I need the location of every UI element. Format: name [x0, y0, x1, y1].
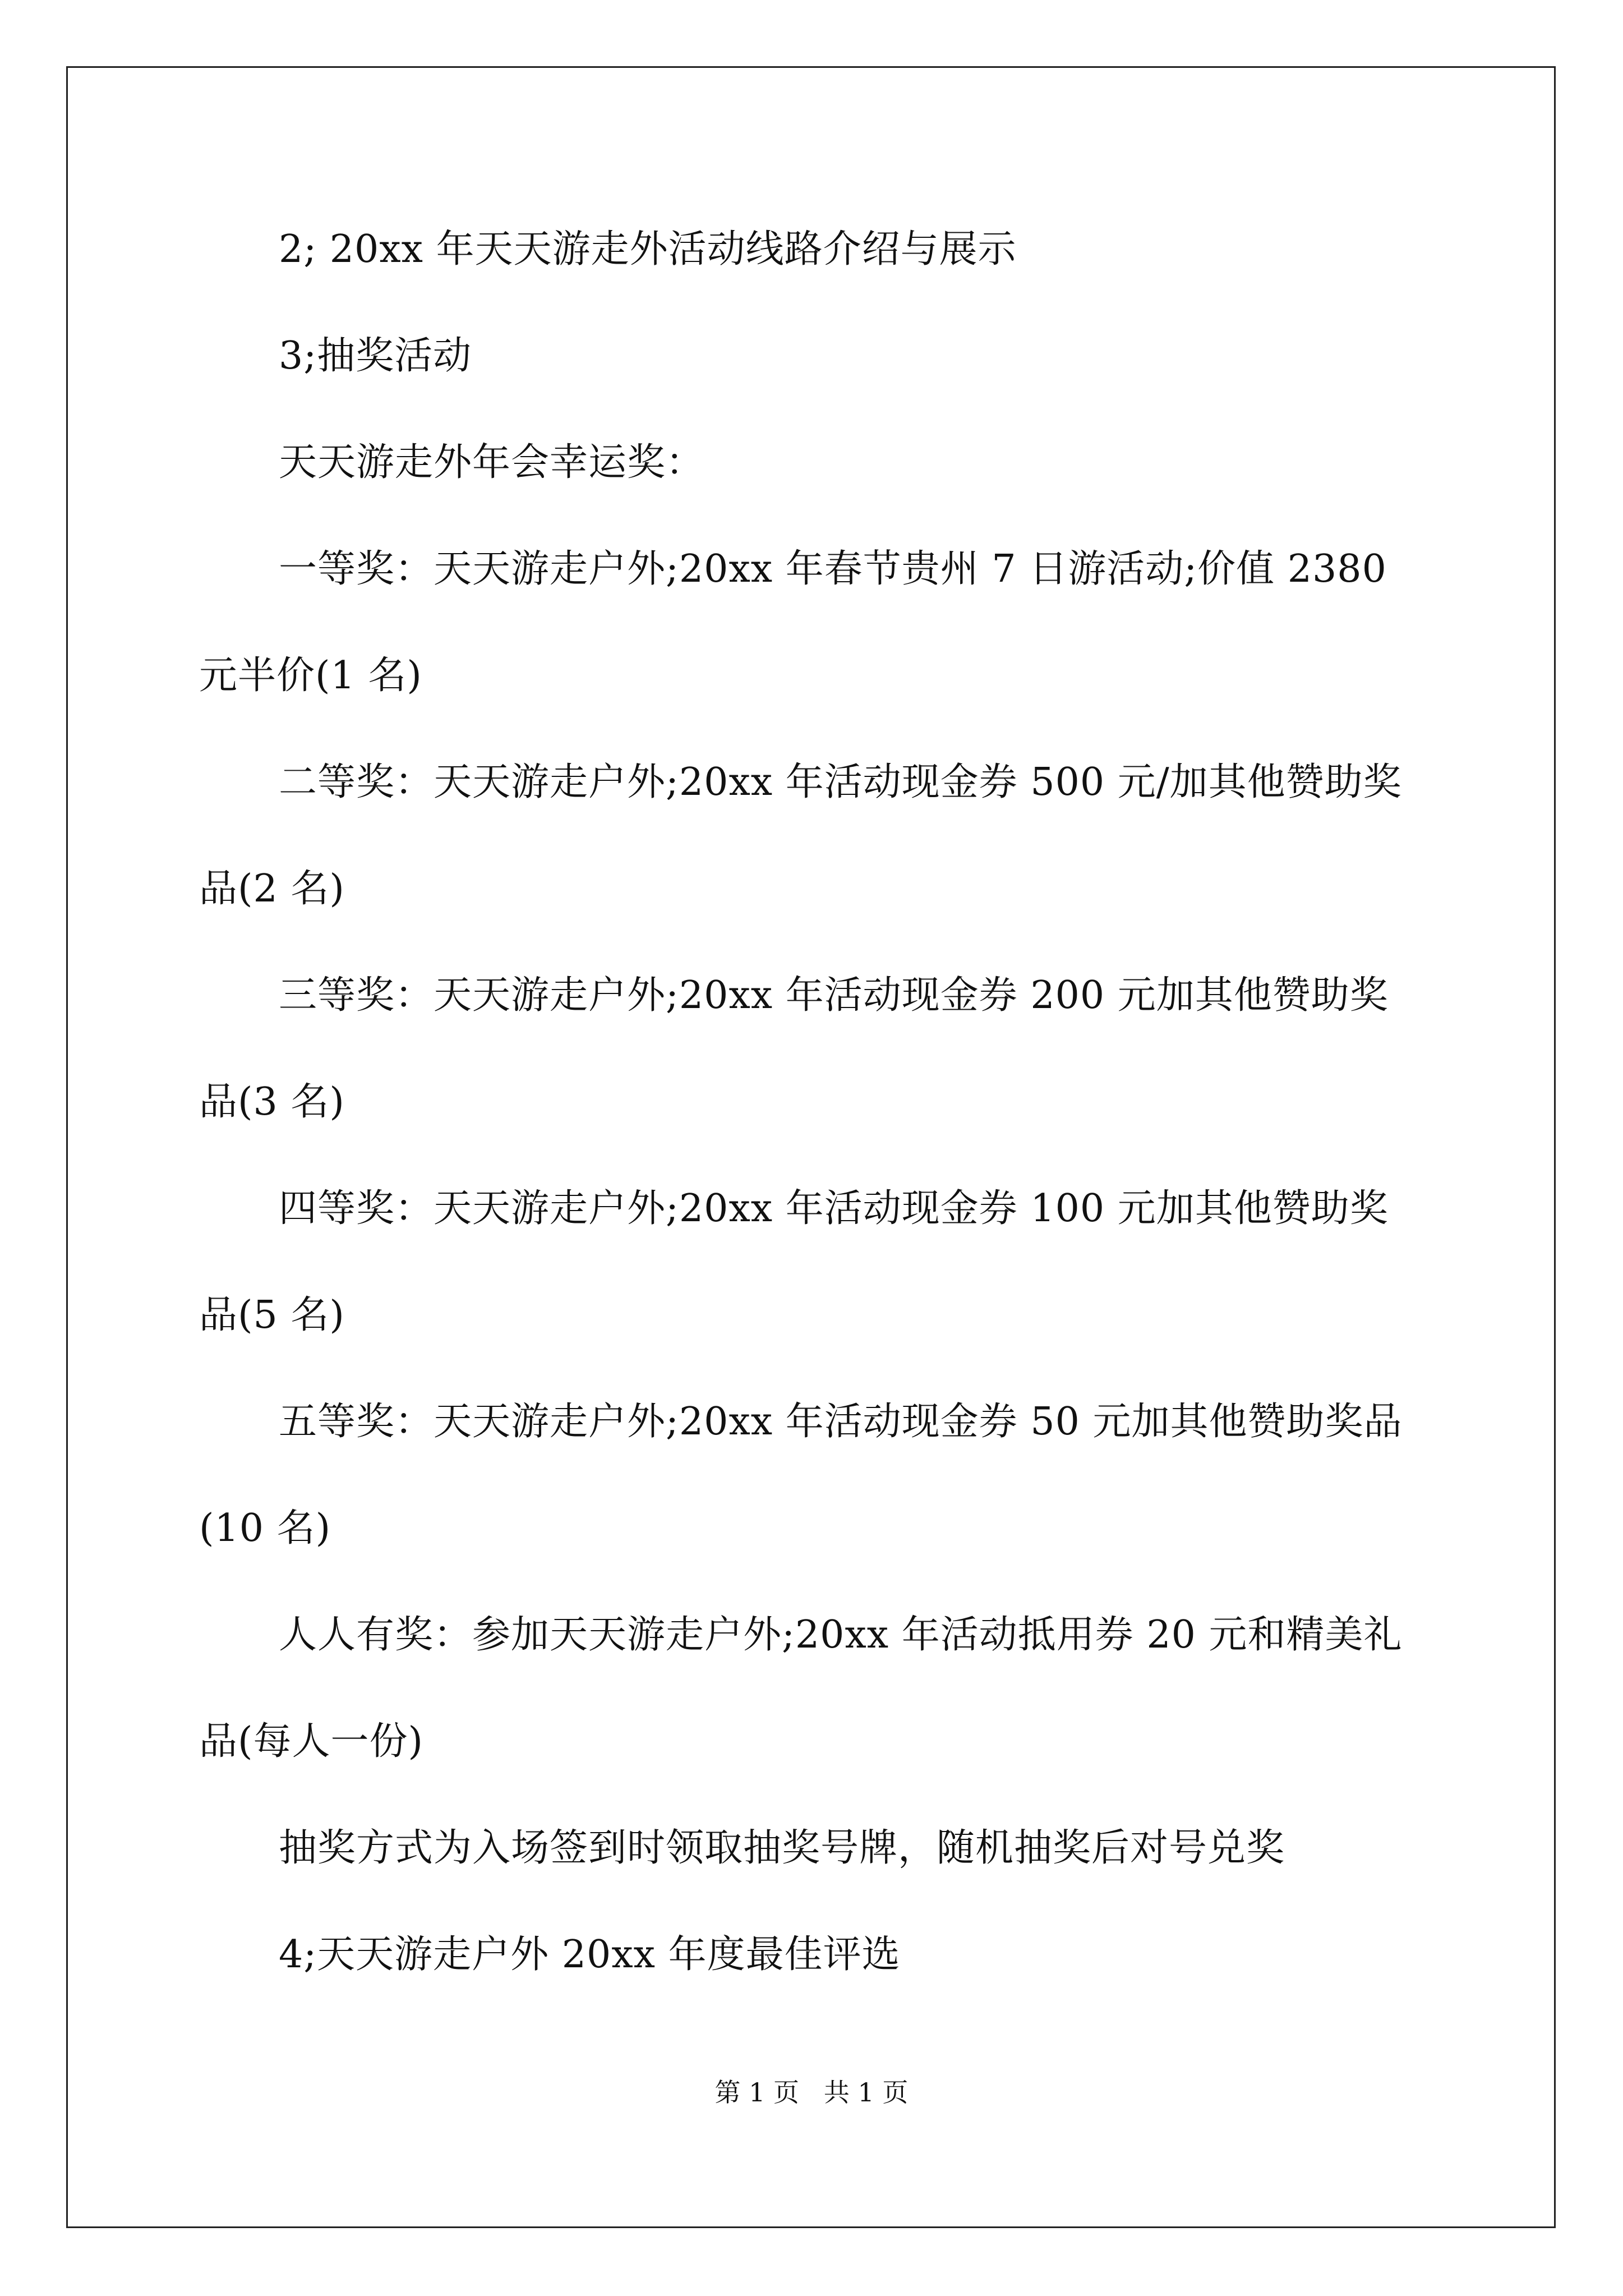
line-14-everyone-prize: 人人有奖：参加天天游走户外;20xx 年活动抵用券 20 元和精美礼	[279, 1613, 1403, 1657]
line-8-third-prize: 三等奖：天天游走户外;20xx 年活动现金券 200 元加其他赞助奖	[279, 973, 1389, 1018]
line-9-third-prize-cont: 品(3 名)	[199, 1080, 345, 1124]
line-10-fourth-prize: 四等奖：天天游走户外;20xx 年活动现金券 100 元加其他赞助奖	[279, 1186, 1389, 1231]
line-1-route-intro: 2; 20xx 年天天游走外活动线路介绍与展示	[279, 227, 1017, 272]
line-7-second-prize-cont: 品(2 名)	[199, 867, 345, 911]
line-17-best-selection: 4;天天游走户外 20xx 年度最佳评选	[279, 1932, 901, 1977]
line-6-second-prize: 二等奖：天天游走户外;20xx 年活动现金券 500 元/加其他赞助奖	[279, 760, 1402, 804]
line-15-everyone-prize-cont: 品(每人一份)	[199, 1719, 424, 1764]
page-number-footer: 第 1 页 共 1 页	[714, 2077, 909, 2108]
line-12-fifth-prize: 五等奖：天天游走户外;20xx 年活动现金券 50 元加其他赞助奖品	[279, 1400, 1403, 1444]
line-5-first-prize-cont: 元半价(1 名)	[199, 654, 422, 698]
line-16-lottery-method: 抽奖方式为入场签到时领取抽奖号牌，随机抽奖后对号兑奖	[279, 1826, 1285, 1870]
line-2-lottery-heading: 3;抽奖活动	[279, 334, 472, 378]
line-3-lucky-prize-title: 天天游走外年会幸运奖：	[279, 440, 705, 485]
line-13-fifth-prize-cont: (10 名)	[199, 1506, 331, 1550]
line-11-fourth-prize-cont: 品(5 名)	[199, 1293, 345, 1337]
line-4-first-prize: 一等奖：天天游走户外;20xx 年春节贵州 7 日游活动;价值 2380	[279, 547, 1387, 591]
page-border	[66, 66, 1556, 2228]
